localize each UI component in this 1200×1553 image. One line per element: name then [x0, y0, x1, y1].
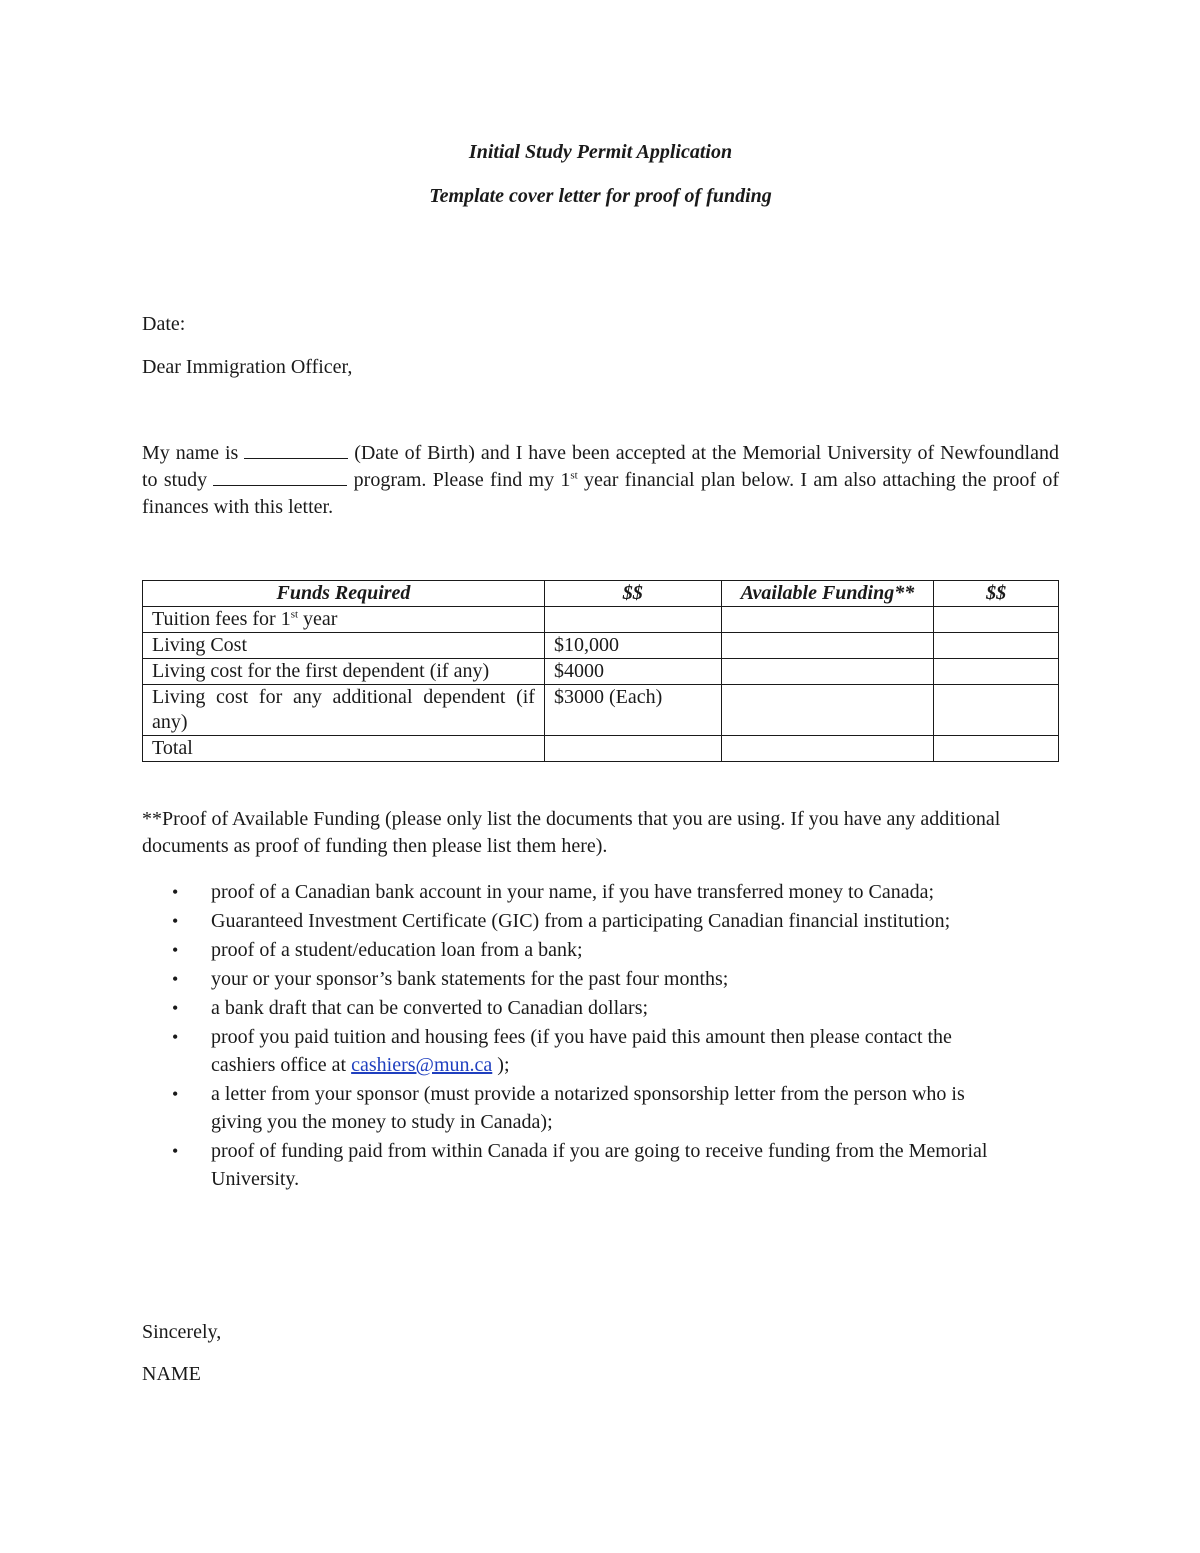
- signature-name: NAME: [142, 1363, 201, 1385]
- row-available-amount[interactable]: [934, 607, 1059, 633]
- salutation: Dear Immigration Officer,: [142, 356, 353, 378]
- intro-text-3: program. Please find my 1: [347, 469, 571, 491]
- row-label: Living cost for the first dependent (if any): [143, 659, 545, 685]
- row-amount: [544, 607, 721, 633]
- list-item: • proof of a student/education loan from a bank;: [142, 936, 1001, 964]
- row-label: Living cost for any additional dependent (if any): [143, 685, 545, 736]
- row-label: Tuition fees for 1st year: [143, 607, 545, 633]
- row-amount: [544, 736, 721, 762]
- cashiers-email-link[interactable]: cashiers@mun.ca: [351, 1054, 493, 1076]
- proof-intro: **Proof of Available Funding (please only list the documents that you are using. If you have any additional documents as proof of funding then please list them here).: [142, 808, 1001, 857]
- header-required-amount: $$: [544, 581, 721, 607]
- proof-list: [142, 878, 1059, 1194]
- row-label: Living Cost: [143, 633, 545, 659]
- date-label: Date:: [142, 313, 186, 335]
- bullet-icon: •: [172, 1084, 179, 1104]
- row-available-amount[interactable]: [934, 736, 1059, 762]
- list-item: • a bank draft that can be converted to Canadian dollars;: [142, 994, 1001, 1022]
- bullet-icon: •: [172, 940, 179, 960]
- header-available-funding: Available Funding**: [721, 581, 934, 607]
- intro-text-4: year financial plan below. I am also attaching the proof of finances with this letter.: [142, 469, 1059, 518]
- row-available-amount[interactable]: [934, 633, 1059, 659]
- row-available-funding[interactable]: [721, 659, 934, 685]
- document-subtitle: Template cover letter for proof of funding: [429, 185, 772, 207]
- program-blank[interactable]: [213, 469, 347, 486]
- table-row: [143, 685, 1059, 736]
- list-item: • proof you paid tuition and housing fees (if you have paid this amount then please contact the cashiers office at cashiers@mun.ca );: [142, 1023, 1001, 1079]
- bullet-icon: •: [172, 998, 179, 1018]
- row-available-amount[interactable]: [934, 659, 1059, 685]
- list-item: • proof of a Canadian bank account in your name, if you have transferred money to Canada;: [142, 878, 1001, 906]
- row-available-funding[interactable]: [721, 633, 934, 659]
- list-item: • proof of funding paid from within Canada if you are going to receive funding from the Memorial University.: [142, 1137, 1001, 1193]
- intro-text-2: (Date of Birth) and I have been accepted at the Memorial University of Newfoundland to study: [142, 442, 1059, 491]
- list-item: • a letter from your sponsor (must provide a notarized sponsorship letter from the person who is giving you the money to study in Canada);: [142, 1080, 1001, 1136]
- row-available-amount[interactable]: [934, 685, 1059, 736]
- bullet-icon: •: [172, 1027, 179, 1047]
- name-blank[interactable]: [244, 442, 348, 459]
- bullet-icon: •: [172, 882, 179, 902]
- list-item: • your or your sponsor’s bank statements for the past four months;: [142, 965, 1001, 993]
- funding-table: [142, 580, 1059, 762]
- row-label: Total: [143, 736, 545, 762]
- intro-superscript: st: [570, 469, 578, 482]
- row-available-funding[interactable]: [721, 607, 934, 633]
- table-header-row: [143, 581, 1059, 607]
- table-row: [143, 659, 1059, 685]
- bullet-icon: •: [172, 1141, 179, 1161]
- bullet-icon: •: [172, 969, 179, 989]
- table-row: [143, 633, 1059, 659]
- header-available-amount: $$: [934, 581, 1059, 607]
- row-amount: $10,000: [544, 633, 721, 659]
- header-funds-required: Funds Required: [143, 581, 545, 607]
- intro-text-1: My name is: [142, 442, 245, 464]
- intro-paragraph: [142, 440, 1059, 521]
- closing-sincerely: Sincerely,: [142, 1321, 222, 1343]
- row-available-funding[interactable]: [721, 685, 934, 736]
- row-available-funding[interactable]: [721, 736, 934, 762]
- row-amount: $3000 (Each): [544, 685, 721, 736]
- row-amount: $4000: [544, 659, 721, 685]
- list-item: • Guaranteed Investment Certificate (GIC) from a participating Canadian financial institution;: [142, 907, 1001, 935]
- bullet-icon: •: [172, 911, 179, 931]
- table-row: [143, 607, 1059, 633]
- table-row: [143, 736, 1059, 762]
- document-title: Initial Study Permit Application: [468, 141, 733, 163]
